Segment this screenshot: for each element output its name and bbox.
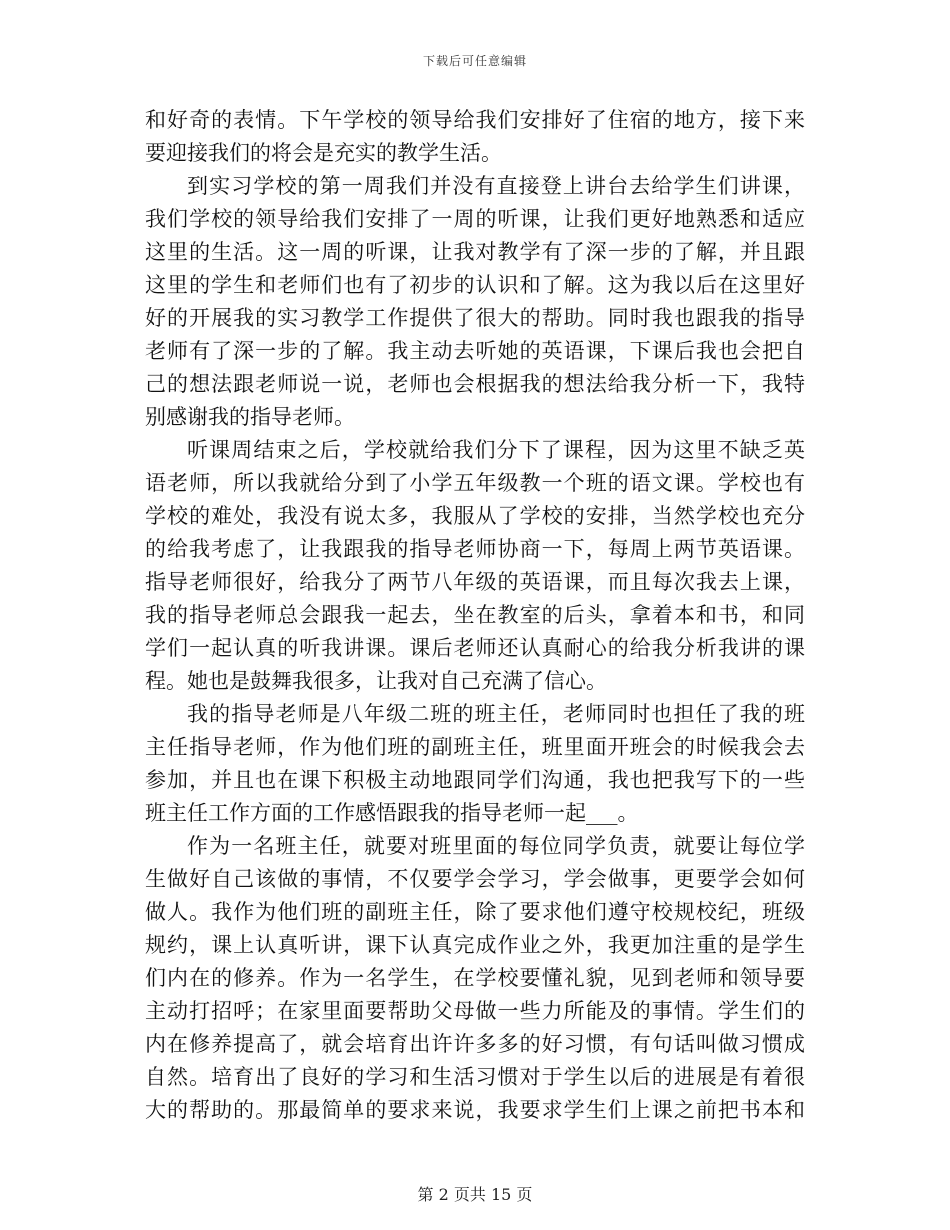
text-line: 好的开展我的实习教学工作提供了很大的帮助。同时我也跟我的指导 — [145, 306, 805, 330]
text-line: 作为一名班主任，就要对班里面的每位同学负责，就要让每位学 — [187, 834, 805, 858]
text-line: 这里的生活。这一周的听课，让我对教学有了深一步的了解，并且跟 — [145, 240, 805, 264]
page-header: 下载后可任意编辑 — [422, 54, 527, 68]
text-line: 内在修养提高了，就会培育出许许多多的好习惯，有句话叫做习惯成 — [145, 1032, 805, 1056]
text-line: 这里的学生和老师们也有了初步的认识和了解。这为我以后在这里好 — [145, 273, 805, 297]
text-line: 要迎接我们的将会是充实的教学生活。 — [145, 141, 502, 165]
text-line: 别感谢我的指导老师。 — [145, 405, 355, 429]
text-line: 老师有了深一步的了解。我主动去听她的英语课，下课后我也会把自 — [145, 339, 805, 363]
text-line: 们内在的修养。作为一名学生，在学校要懂礼貌，见到老师和领导要 — [145, 966, 805, 990]
document-body — [145, 104, 805, 1127]
text-line: 学校的难处，我没有说太多，我服从了学校的安排，当然学校也充分 — [145, 504, 805, 528]
text-line: 我的指导老师是八年级二班的班主任，老师同时也担任了我的班 — [187, 702, 805, 726]
text-line: 班主任工作方面的工作感悟跟我的指导老师一起___。 — [145, 801, 639, 825]
text-line: 参加，并且也在课下积极主动地跟同学们沟通，我也把我写下的一些 — [145, 768, 805, 792]
page-number-footer: 第 2 页共 15 页 — [417, 1185, 533, 1204]
text-line: 到实习学校的第一周我们并没有直接登上讲台去给学生们讲课， — [187, 174, 805, 198]
text-line: 学们一起认真的听我讲课。课后老师还认真耐心的给我分析我讲的课 — [145, 636, 805, 660]
text-line: 指导老师很好，给我分了两节八年级的英语课，而且每次我去上课， — [145, 570, 805, 594]
text-line: 主动打招呼；在家里面要帮助父母做一些力所能及的事情。学生们的 — [145, 999, 805, 1023]
text-line: 听课周结束之后，学校就给我们分下了课程，因为这里不缺乏英 — [187, 438, 805, 462]
text-line: 自然。培育出了良好的学习和生活习惯对于学生以后的进展是有着很 — [145, 1065, 805, 1089]
text-line: 做人。我作为他们班的副班主任，除了要求他们遵守校规校纪，班级 — [145, 900, 805, 924]
text-line: 规约，课上认真听讲，课下认真完成作业之外，我更加注重的是学生 — [145, 933, 805, 957]
text-line: 主任指导老师，作为他们班的副班主任，班里面开班会的时候我会去 — [145, 735, 805, 759]
text-line: 语老师，所以我就给分到了小学五年级教一个班的语文课。学校也有 — [145, 471, 805, 495]
text-line: 生做好自己该做的事情，不仅要学会学习，学会做事，更要学会如何 — [145, 867, 805, 891]
text-line: 程。她也是鼓舞我很多，让我对自己充满了信心。 — [145, 669, 607, 693]
text-line: 的给我考虑了，让我跟我的指导老师协商一下，每周上两节英语课。 — [145, 537, 805, 561]
text-line: 大的帮助的。那最简单的要求来说，我要求学生们上课之前把书本和 — [145, 1098, 805, 1122]
text-line: 我们学校的领导给我们安排了一周的听课，让我们更好地熟悉和适应 — [145, 207, 805, 231]
text-line: 我的指导老师总会跟我一起去，坐在教室的后头，拿着本和书，和同 — [145, 603, 805, 627]
text-line: 和好奇的表情。下午学校的领导给我们安排好了住宿的地方，接下来 — [145, 108, 805, 132]
text-line: 己的想法跟老师说一说，老师也会根据我的想法给我分析一下，我特 — [145, 372, 805, 396]
